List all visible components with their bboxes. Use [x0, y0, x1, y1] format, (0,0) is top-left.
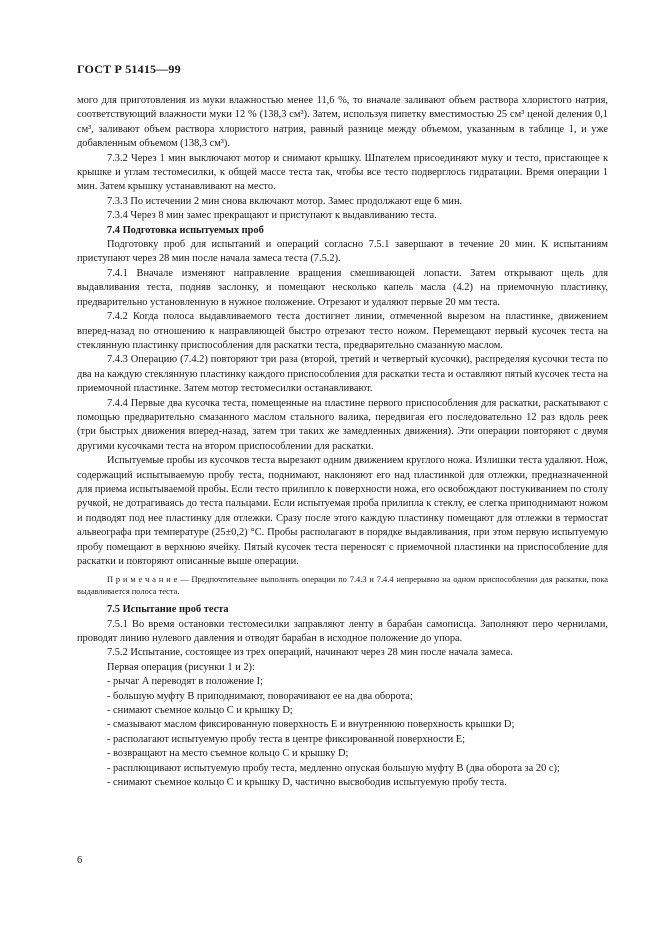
list-item: - возвращают на место съемное кольцо C и крышку D;	[107, 748, 349, 760]
page-header: ГОСТ Р 51415—99	[77, 62, 181, 76]
list-item: - большую муфту B приподнимают, поворачивают ее на два оборота;	[107, 690, 413, 702]
note-paragraph: П р и м е ч а н и е — Предпочтительнее выполнять операции по 7.4.3 и 7.4.4 непрерывно на одном приспособлении для раскатки, пока выдавливается полоса теста.	[77, 575, 608, 596]
section-heading-7-5: 7.5 Испытание проб теста	[107, 604, 229, 616]
list-item: - снимают съемное кольцо C и крышку D;	[107, 705, 293, 717]
paragraph-7-4-1: 7.4.1 Вначале изменяют направление вращения смешивающей лопасти. Затем открывают щель для выдавливания теста, подняв заслонку, и помещают несколько капель масла (4.2) на приемочную пластинку, предварительно установленную в нужное положение. Отрезают и удаляют первые 20 мм теста.	[77, 267, 608, 308]
list-item: - располагают испытуемую пробу теста в центре фиксированной поверхности E;	[107, 733, 465, 745]
paragraph-7-4-4: 7.4.4 Первые два кусочка теста, помещенные на пластине первого приспособления для раскатки, раскатывают с помощью предварительно смазанного маслом стального валика, передвигая его последовательно 12 раз вдоль реек (три быстрых движения вперед-назад, затем три таких же замедленных движения). Эти операции повторяют с двумя другими кусочками теста на втором приспособлении для раскатки.	[77, 397, 608, 452]
paragraph-7-3-4: 7.3.4 Через 8 мин замес прекращают и приступают к выдавливанию теста.	[107, 210, 437, 222]
paragraph-7-5-1: 7.5.1 Во время остановки тестомесилки заправляют ленту в барабан самописца. Заполняют перо чернилами, проводят линию нулевого давления и отводят барабан в исходное положение до упора.	[77, 618, 608, 645]
list-item: - рычаг A переводят в положение I;	[107, 676, 263, 688]
document-body	[77, 94, 608, 791]
paragraph-7-5-2: 7.5.2 Испытание, состоящее из трех операций, начинают через 28 мин после начала замеса.	[107, 647, 513, 659]
list-item: - расплющивают испытуемую пробу теста, медленно опуская большую муфту B (два оборота за 20 с);	[107, 762, 560, 774]
paragraph-test-samples: Испытуемые пробы из кусочков теста вырезают одним движением круглого ножа. Излишки теста удаляют. Нож, содержащий испытываемую пробу теста, поднимают, наклоняют его над пластинкой для отлежки, предназначенной для приема испытываемой пробы. Если тесто прилипло к поверхности ножа, его освобождают постукиванием по столу ручкой, не дотрагиваясь до теста пальцами. Если испытуемая проба прилипла к стеклу, ее слегка приподнимают ножом и подводят под нее пластинку для отлежки. Сразу после этого каждую пластинку помещают для отлежки в термостат альвеографа при температуре (25±0,2) °С. Пробы располагают в порядке выдавливания, при этом первую испытуемую пробу помещают в верхнюю ячейку. Пятый кусочек теста переносят с приемочной пластинки на приспособление для раскатки и повторяют описанные выше операции.	[77, 455, 608, 567]
paragraph-7-4-2: 7.4.2 Когда полоса выдавливаемого теста достигнет линии, отмеченной вырезом на пластинке, движением вперед-назад по отношению к направляющей быстро отрезают тесто ножом. Перемещают первый кусочек теста на стеклянную пластинку приспособления для раскатки теста, предварительно смазанную маслом.	[77, 311, 608, 351]
list-item: - смазывают маслом фиксированную поверхность E и внутреннюю поверхность крышки D;	[107, 719, 515, 731]
paragraph-first-operation: Первая операция (рисунки 1 и 2):	[107, 661, 255, 673]
paragraph-7-4-3: 7.4.3 Операцию (7.4.2) повторяют три раза (второй, третий и четвертый кусочки), распределяя кусочки теста по два на каждую стеклянную пластинку каждого приспособления для раскатки теста и оставляют пятый кусочек теста на приемочной пластинке. Затем мотор тестомесилки останавливают.	[77, 354, 608, 395]
paragraph-7-4-intro: Подготовку проб для испытаний и операций согласно 7.5.1 завершают в течение 20 мин. К испытаниям приступают через 28 мин после начала замеса теста (7.5.2).	[77, 239, 608, 265]
paragraph-7-3-2: 7.3.2 Через 1 мин выключают мотор и снимают крышку. Шпателем присоединяют муку и тесто, пристающее к крышке и углам тестомесилки, к общей массе теста так, чтобы все тесто подверглось гидратации. Время операции 1 мин. Затем крышку устанавливают на место.	[77, 152, 608, 193]
list-item: - снимают съемное кольцо C и крышку D, частично высвободив испытуемую пробу теста.	[107, 777, 507, 789]
section-heading-7-4: 7.4 Подготовка испытуемых проб	[107, 224, 264, 236]
paragraph-continued: мого для приготовления из муки влажностью менее 11,6 %, то вначале заливают объем раствора хлористого натрия, соответствующий влажности муки 12 % (138,3 см³). Затем, используя пипетку вместимостью 25 см³ ценой деления 0,1 см³, заливают объем раствора хлористого натрия, равный разнице между объемом, указанным в таблице 1, и уже добавленным объемом (138,3 см³).	[77, 95, 608, 150]
paragraph-7-3-3: 7.3.3 По истечении 2 мин снова включают мотор. Замес продолжают еще 6 мин.	[107, 195, 463, 207]
page-number: 6	[77, 855, 83, 866]
